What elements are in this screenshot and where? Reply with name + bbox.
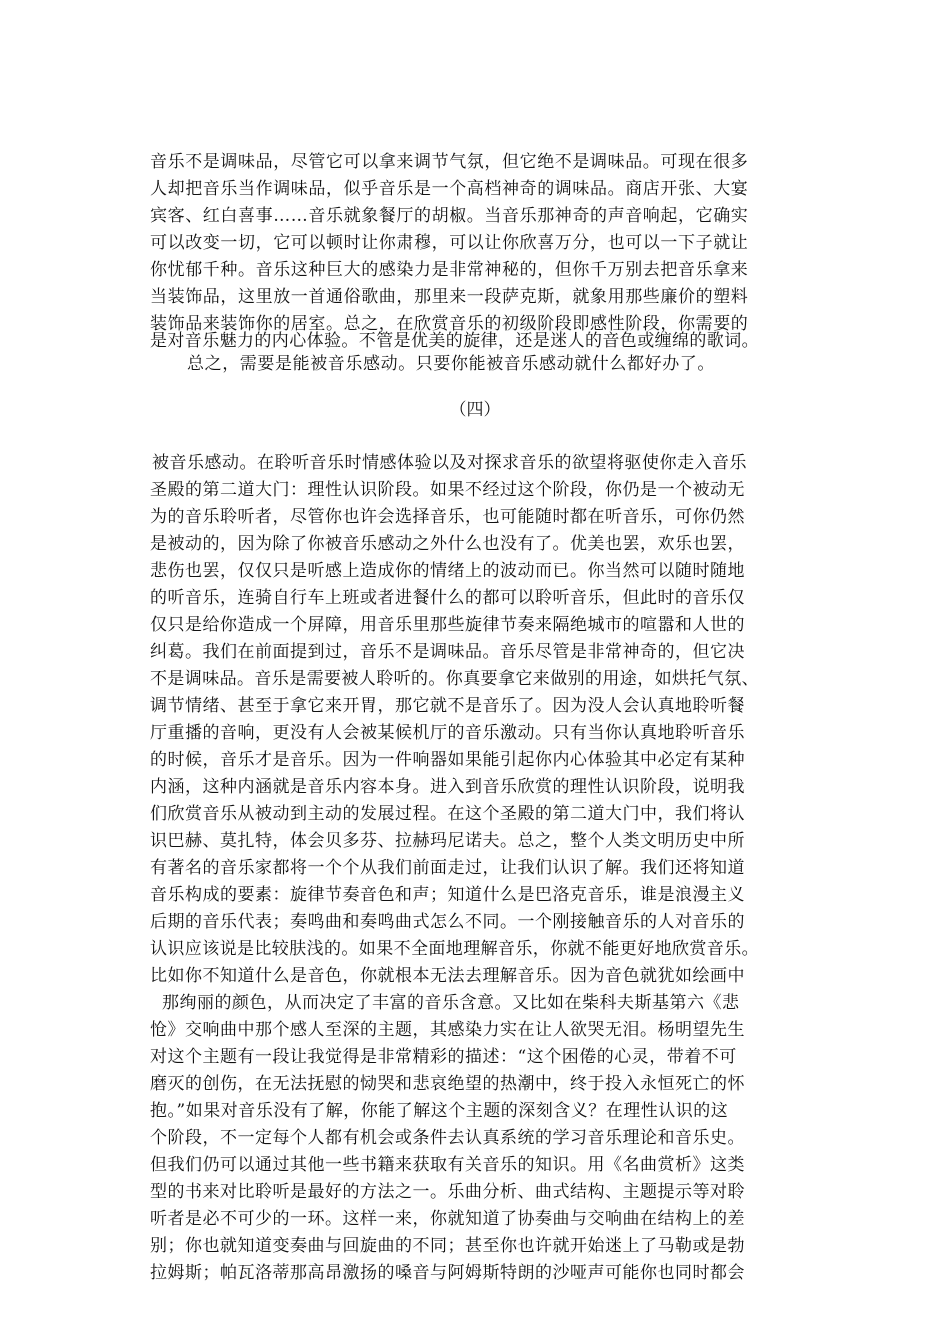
text-line: 怆》交响曲中那个感人至深的主题，其感染力实在让人欲哭无泪。杨明望先生 xyxy=(150,1020,745,1040)
text-line: 人却把音乐当作调味品，似乎音乐是一个高档神奇的调味品。商店开张、大宴 xyxy=(150,179,749,199)
text-line: 认识应该说是比较肤浅的。如果不全面地理解音乐，你就不能更好地欣赏音乐。 xyxy=(150,939,759,959)
text-line: 悲伤也罢，仅仅只是听感上造成你的情绪上的波动而已。你当然可以随时随地 xyxy=(150,561,745,581)
text-line: 那绚丽的颜色，从而决定了丰富的音乐含意。又比如在柴科夫斯基第六《悲 xyxy=(162,993,740,1013)
text-line: 型的书来对比聆听是最好的方法之一。乐曲分析、曲式结构、主题提示等对聆 xyxy=(150,1182,745,1202)
text-line: 对这个主题有一段让我觉得是非常精彩的描述：“这个困倦的心灵，带着不可 xyxy=(150,1047,737,1067)
text-line: 不是调味品。音乐是需要被人聆听的。你真要拿它来做别的用途，如烘托气氛、 xyxy=(150,669,759,689)
text-line: 们欣赏音乐从被动到主动的发展过程。在这个圣殿的第二道大门中，我们将认 xyxy=(150,804,745,824)
text-line: 可以改变一切，它可以顿时让你肃穆，可以让你欣喜万分，也可以一下子就让 xyxy=(150,233,749,253)
text-line: 调节情绪、甚至于拿它来开胃，那它就不是音乐了。因为没人会认真地聆听餐 xyxy=(150,696,745,716)
section-heading: （四） xyxy=(449,400,501,420)
text-line: 是对音乐魅力的内心体验。不管是优美的旋律，还是迷人的音色或缠绵的歌词。 xyxy=(150,331,759,351)
text-line: 纠葛。我们在前面提到过，音乐不是调味品。音乐尽管是非常神奇的，但它决 xyxy=(150,642,745,662)
text-line: 仅只是给你造成一个屏障，用音乐里那些旋律节奏来隔绝城市的喧嚣和人世的 xyxy=(150,615,745,635)
text-line: 被音乐感动。在聆听音乐时情感体验以及对探求音乐的欲望将驱使你走入音乐 xyxy=(152,453,747,473)
text-line: 磨灭的创伤，在无法抚慰的恸哭和悲哀绝望的热潮中，终于投入永恒死亡的怀 xyxy=(150,1074,745,1094)
text-line: 当装饰品，这里放一首通俗歌曲，那里来一段萨克斯，就象用那些廉价的塑料 xyxy=(150,287,749,307)
text-line: 内涵，这种内涵就是音乐内容本身。进入到音乐欣赏的理性认识阶段，说明我 xyxy=(150,777,745,797)
text-line: 音乐不是调味品，尽管它可以拿来调节气氛，但它绝不是调味品。可现在很多 xyxy=(150,152,749,172)
text-line: 别；你也就知道变奏曲与回旋曲的不同；甚至你也许就开始迷上了马勒或是勃 xyxy=(150,1236,745,1256)
text-line: 识巴赫、莫扎特，体会贝多芬、拉赫玛尼诺夫。总之，整个人类文明历史中所 xyxy=(150,831,745,851)
text-line: 抱。”如果对音乐没有了解，你能了解这个主题的深刻含义？在理性认识的这 xyxy=(150,1101,729,1121)
text-line: 听者是必不可少的一环。这样一来，你就知道了协奏曲与交响曲在结构上的差 xyxy=(150,1209,745,1229)
text-line: 宾客、红白喜事……音乐就象餐厅的胡椒。当音乐那神奇的声音响起，它确实 xyxy=(150,206,749,226)
text-line: 圣殿的第二道大门：理性认识阶段。如果不经过这个阶段，你仍是一个被动无 xyxy=(150,480,745,500)
text-line: 你忧郁千种。音乐这种巨大的感染力是非常神秘的，但你千万别去把音乐拿来 xyxy=(150,260,749,280)
text-line: 的时候，音乐才是音乐。因为一件响器如果能引起你内心体验其中必定有某种 xyxy=(150,750,745,770)
text-line: 厅重播的音响，更没有人会被某候机厅的音乐激动。只有当你认真地聆听音乐 xyxy=(150,723,745,743)
text-line: 是被动的，因为除了你被音乐感动之外什么也没有了。优美也罢，欢乐也罢， xyxy=(150,534,745,554)
text-line: 后期的音乐代表；奏鸣曲和奏鸣曲式怎么不同。一个刚接触音乐的人对音乐的 xyxy=(150,912,745,932)
text-line: 的听音乐，连骑自行车上班或者进餐什么的都可以聆听音乐，但此时的音乐仅 xyxy=(150,588,745,608)
text-line: 但我们仍可以通过其他一些书籍来获取有关音乐的知识。用《名曲赏析》这类 xyxy=(150,1155,745,1175)
text-line: 个阶段，不一定每个人都有机会或条件去认真系统的学习音乐理论和音乐史。 xyxy=(150,1128,745,1148)
text-line: 装饰品来装饰你的居室。总之，在欣赏音乐的初级阶段即感性阶段，你需要的 xyxy=(150,314,749,334)
text-line: 拉姆斯；帕瓦洛蒂那高昂激扬的嗓音与阿姆斯特朗的沙哑声可能你也同时都会 xyxy=(150,1263,745,1283)
text-line: 为的音乐聆听者，尽管你也许会选择音乐，也可能随时都在听音乐，可你仍然 xyxy=(150,507,745,527)
text-line: 音乐构成的要素：旋律节奏音色和声；知道什么是巴洛克音乐，谁是浪漫主义 xyxy=(150,885,745,905)
paragraph-2: 总之，需要是能被音乐感动。只要你能被音乐感动就什么都好办了。 xyxy=(187,354,715,374)
text-line: 有著名的音乐家都将一个个从我们前面走过，让我们认识了解。我们还将知道 xyxy=(150,858,745,878)
text-line: 比如你不知道什么是音色，你就根本无法去理解音乐。因为音色就犹如绘画中 xyxy=(150,966,745,986)
